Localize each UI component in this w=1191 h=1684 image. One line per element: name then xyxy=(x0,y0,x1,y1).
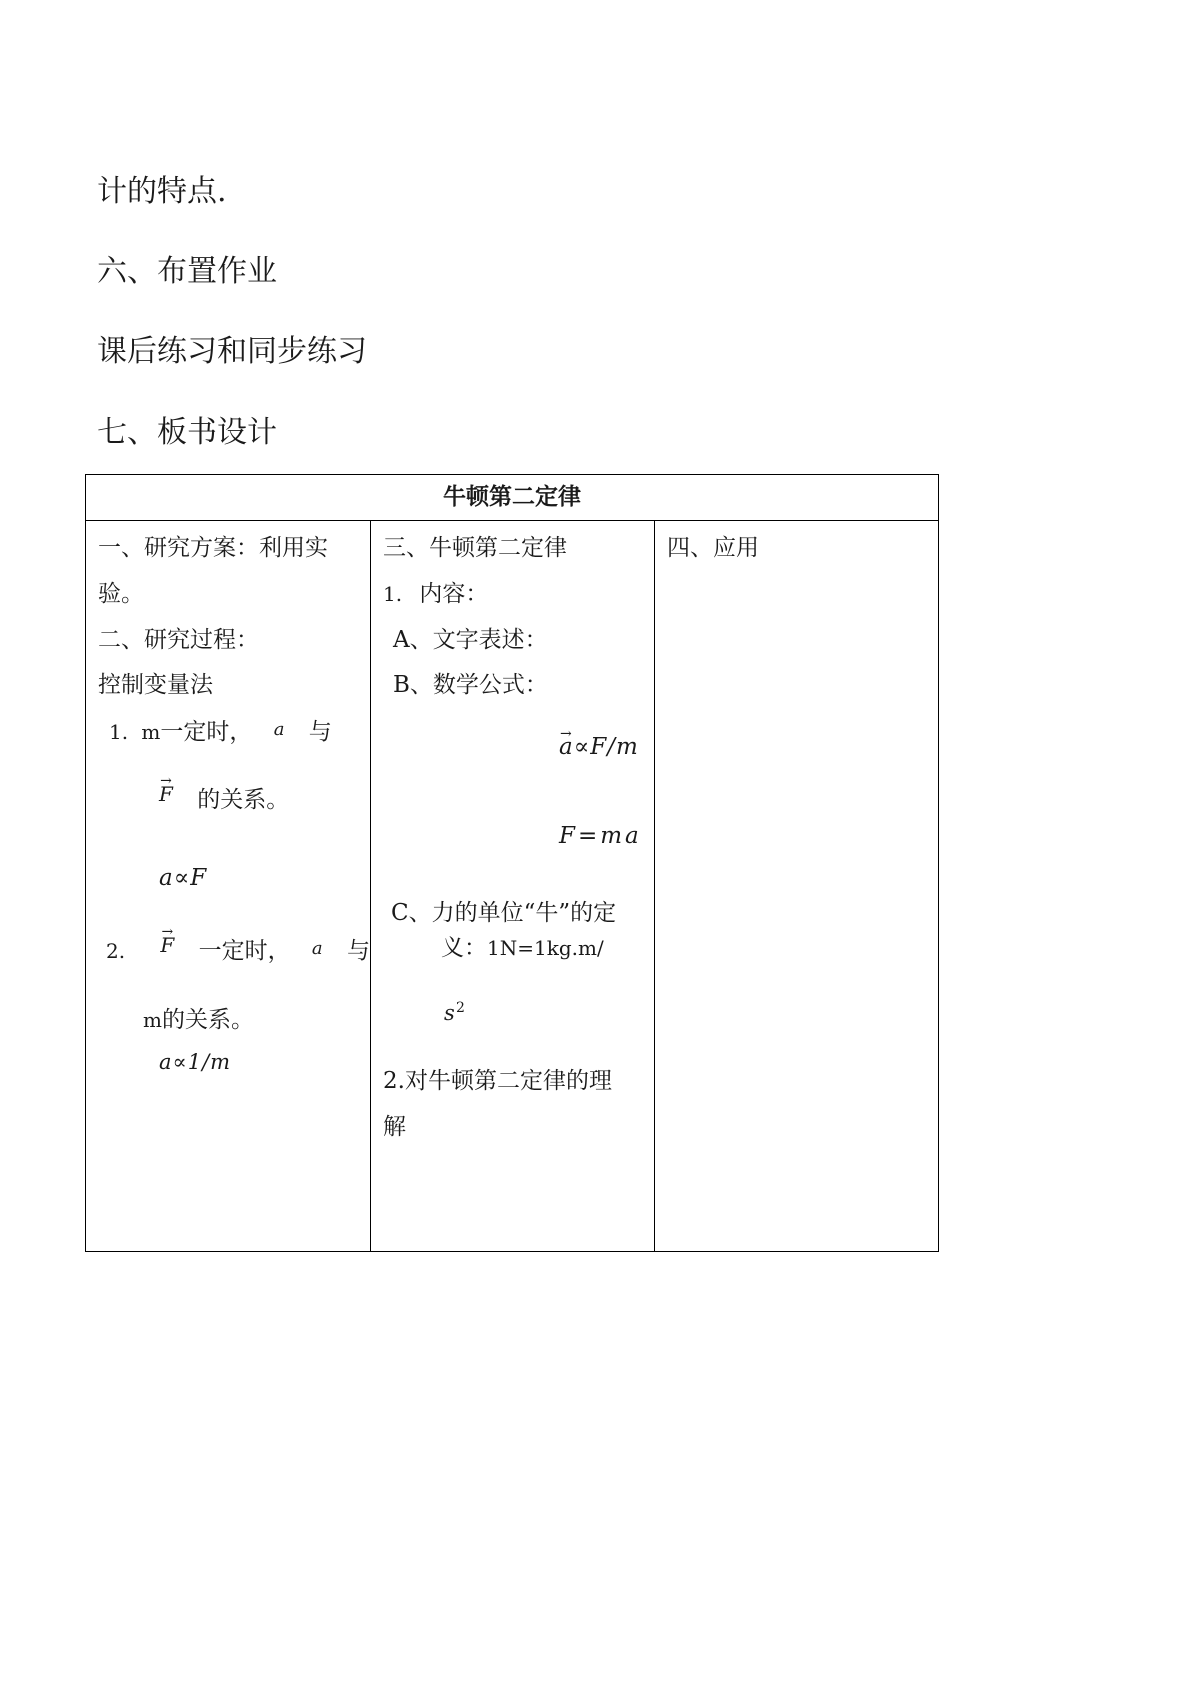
unit-seconds-squared xyxy=(444,998,465,1028)
formula-f-equals-ma: F=ma xyxy=(559,823,642,849)
expr-1-over-m: 1/m xyxy=(187,1050,232,1074)
list-number: 1. xyxy=(109,720,129,744)
list-number: 2. xyxy=(106,939,126,963)
text-constant: 一定时， xyxy=(160,719,253,745)
table-title: 牛顿第二定律 xyxy=(86,475,938,521)
var-a: a xyxy=(273,719,286,740)
board-design-table xyxy=(85,474,939,1252)
exponent: 2 xyxy=(456,1000,465,1016)
var-m: m xyxy=(143,1008,162,1032)
list-item-1 xyxy=(109,717,332,749)
heading-homework: 六、布置作业 xyxy=(97,254,277,289)
proportional-sign: ∝ xyxy=(172,1050,188,1074)
heading-newton-second-law: 三、牛顿第二定律 xyxy=(383,535,567,561)
var-a: a xyxy=(159,865,174,891)
text-understanding-cont: 解 xyxy=(383,1114,406,1140)
list-number: 1. xyxy=(383,582,403,606)
paragraph-continuation: 计的特点. xyxy=(97,174,227,209)
text-constant: 一定时， xyxy=(198,938,291,964)
text-research-plan: 一、研究方案：利用实 xyxy=(98,535,328,561)
relation-line-2 xyxy=(143,1005,254,1035)
text-relation: 的关系。 xyxy=(161,1007,254,1033)
relation-line-1 xyxy=(159,782,290,815)
vector-a: → a xyxy=(559,732,574,762)
var-a: a xyxy=(311,938,324,959)
table-column-application xyxy=(655,521,938,1251)
text-math-formula: B、数学公式： xyxy=(393,672,548,698)
paragraph-homework: 课后练习和同步练习 xyxy=(97,334,367,369)
text-relation: 的关系。 xyxy=(197,787,290,813)
text-unit-definition: C、力的单位“牛”的定 xyxy=(391,900,617,926)
expr-f-over-m: F/m xyxy=(590,734,639,760)
text-research-process: 二、研究过程： xyxy=(98,627,259,653)
text-with: 与 xyxy=(346,938,370,964)
text-content xyxy=(383,579,488,609)
unit-equation: 1N=1kg.m/ xyxy=(487,936,604,960)
text-control-variable: 控制变量法 xyxy=(98,672,213,698)
list-item-2 xyxy=(106,933,370,968)
var-m: m xyxy=(141,720,161,744)
text-with: 与 xyxy=(308,719,332,745)
var-s: s xyxy=(444,1001,456,1025)
text-unit-definition-cont xyxy=(441,933,604,963)
formula-a-prop-f-over-m xyxy=(559,732,639,762)
table-column-newton-law xyxy=(371,521,655,1251)
text-research-plan-cont: 验。 xyxy=(98,581,144,607)
text-content-label: 内容： xyxy=(419,581,489,607)
text-definition-label: 义： xyxy=(441,935,487,961)
formula-a-prop-inv-m xyxy=(159,1047,231,1077)
text-understanding: 2.对牛顿第二定律的理 xyxy=(383,1068,612,1094)
text-verbal-statement: A、文字表述： xyxy=(393,627,548,653)
heading-application: 四、应用 xyxy=(667,535,759,561)
proportional-sign: ∝ xyxy=(573,734,591,760)
formula-a-prop-f xyxy=(159,863,207,893)
table-column-research xyxy=(86,521,371,1251)
vector-f: → F xyxy=(159,779,174,809)
heading-board-design: 七、板书设计 xyxy=(97,415,277,450)
vector-f: → F xyxy=(160,930,175,960)
var-f: F xyxy=(190,865,208,891)
proportional-sign: ∝ xyxy=(173,865,191,891)
var-a: a xyxy=(159,1050,173,1074)
